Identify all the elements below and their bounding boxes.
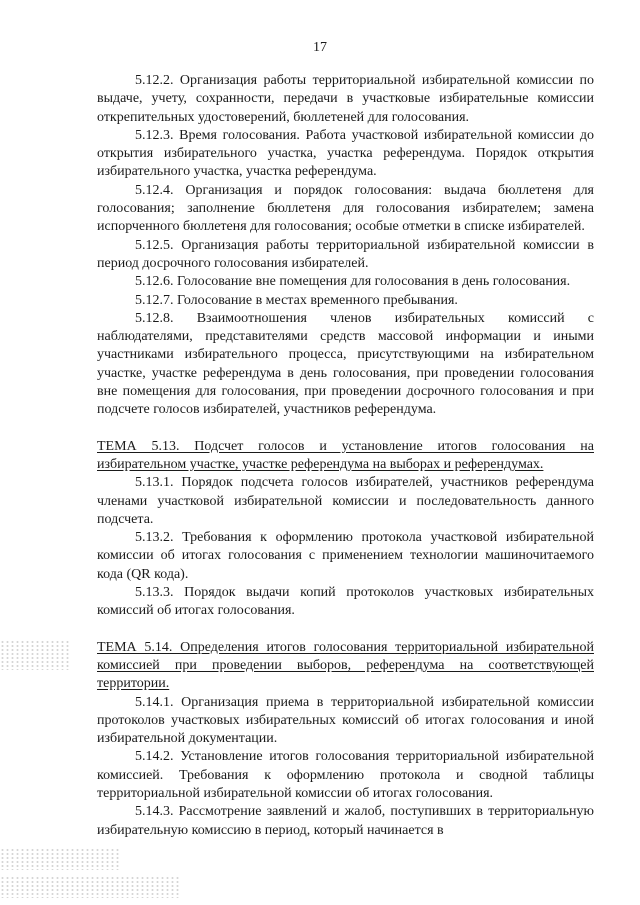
paragraph-5-12-8: 5.12.8. Взаимоотношения членов избирательных комиссий с наблюдателями, представителями средств массовой информации и иными участниками избирательного процесса, присутствующими на избирательном участке, участке референдума в день голосования, при проведении голосования вне помещения для голосования, при проведении досрочного голосования и при подсчете голосов избирателей, участников референдума.	[97, 310, 594, 418]
paragraph-5-12-2: 5.12.2. Организация работы территориальной избирательной комиссии по выдаче, учету, сохранности, передачи в участковые избирательные комиссии открепительных удостоверений, бюллетеней для голосования.	[97, 73, 594, 125]
document-body	[97, 72, 594, 840]
paragraph-5-14-1: 5.14.1. Организация приема в территориальной избирательной комиссии протоколов участковых избирательных комиссий об итогах голосования и иной избирательной документации.	[97, 694, 594, 747]
paragraph-5-13-1: 5.13.1. Порядок подсчета голосов избирателей, участников референдума членами участковой избирательной комиссии и последовательность данного подсчета.	[97, 475, 594, 527]
paragraph-5-12-6: 5.12.6. Голосование вне помещения для голосования в день голосования.	[135, 274, 571, 290]
paragraph-5-14-2: 5.14.2. Установление итогов голосования территориальной избирательной комиссией. Требования к оформлению протокола и сводной таблицы территориальной избирательной комиссии об итогах голосования.	[97, 749, 594, 801]
paragraph-5-13-3: 5.13.3. Порядок выдачи копий протоколов участковых избирательных комиссий об итогах голосования.	[97, 585, 594, 619]
scan-artifact	[0, 640, 70, 670]
page-number: 17	[313, 40, 327, 55]
section-spacer	[97, 621, 594, 639]
paragraph-5-12-3: 5.12.3. Время голосования. Работа участковой избирательной комиссии до открытия избирательного участка, участка референдума. Порядок открытия избирательного участка, участка референдума.	[97, 127, 594, 180]
section-spacer	[97, 420, 594, 438]
paragraph-5-12-4: 5.12.4. Организация и порядок голосования: выдача бюллетеня для голосования; заполнение бюллетеня для голосования избирателем; замена испорченного бюллетеня для голосования; особые отметки в списке избирателей.	[97, 182, 594, 235]
theme-heading-5-14: ТЕМА 5.14. Определения итогов голосования территориальной избирательной комиссией при проведении выборов, референдума на соответствующей территории.	[97, 639, 594, 692]
paragraph-5-12-5: 5.12.5. Организация работы территориальной избирательной комиссии в период досрочного голосования избирателей.	[97, 237, 594, 271]
paragraph-5-13-2: 5.13.2. Требования к оформлению протокола участковой избирательной комиссии об итогах голосования с применением технологии машиночитаемого кода (QR кода).	[97, 530, 594, 582]
theme-heading-5-13: ТЕМА 5.13. Подсчет голосов и установление итогов голосования на избирательном участке, участке референдума на выборах и референдумах.	[97, 438, 594, 472]
paragraph-5-12-7: 5.12.7. Голосование в местах временного пребывания.	[135, 292, 458, 308]
paragraph-5-14-3: 5.14.3. Рассмотрение заявлений и жалоб, поступивших в территориальную избирательную комиссию в период, который начинается в	[97, 804, 594, 838]
scan-artifact	[0, 848, 120, 870]
scan-artifact	[0, 876, 180, 898]
